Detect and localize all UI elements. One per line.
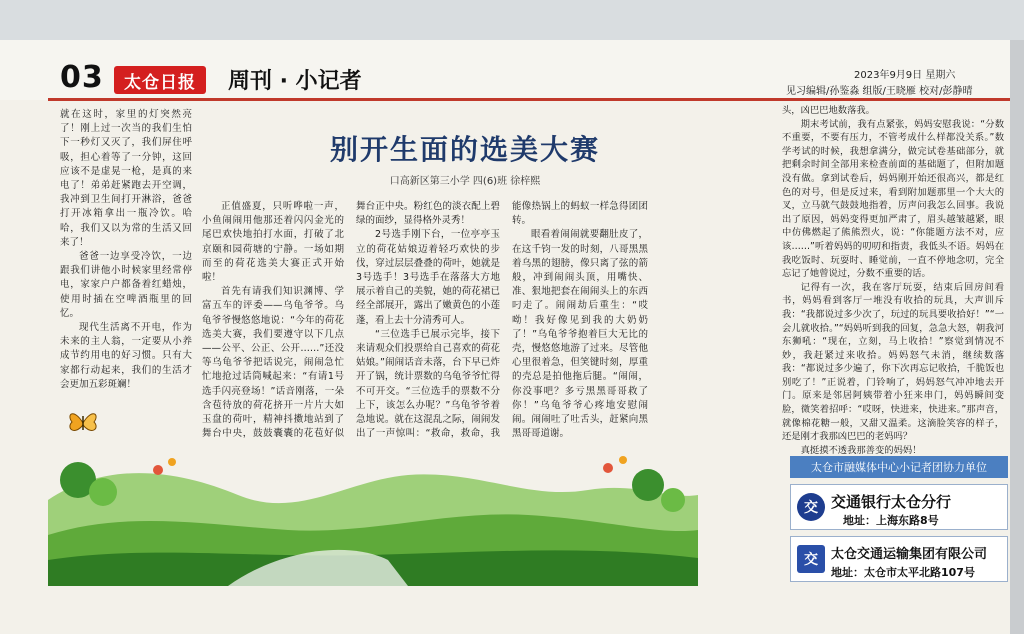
right-paragraph: 期末考试前，我有点紧张，妈妈安慰我说：“分数不重要，不要有压力，不管考成什么样都没关系。”数学考试的时候，我想拿满分，做完试卷基础部分，就把剩余时间全部用来检查前面的基础题了，但附加题没有做。拿到试卷后，妈妈刚开始还很高兴，都是红色的对号，但是反过来，看到附加题那里一个大大的叉，立马就气鼓鼓地指着，厉声问我怎么回事。我说出了原因，妈妈变得更加严肃了，眉头越皱越紧，眼中仿佛燃起了熊熊烈火，说：“你能题方法不对，应该……”听着妈妈的叨叨和指责，我低头不语。妈妈在我吃饭时、玩耍时、睡觉前，一直不停地念叨，完全忘记了她曾说过，分数不重要的话。 (782, 118, 1004, 280)
issue-date: 2023年9月9日 星期六 (854, 70, 956, 81)
section-title: 周刊 · 小记者 (228, 69, 362, 94)
article-paragraph: 正值盛夏，只听哗啦一声，小鱼闹闹用他那还着闪闪金光的尾巴欢快地拍打水面，打破了北京颐和园荷塘的宁静。一场如期而至的荷花选美大赛正式开始啦！ (202, 201, 344, 284)
article-byline: 口高新区第三小学 四(6)班 徐梓熙 (389, 176, 541, 187)
article-paragraph: 2号选手刚下台，一位亭亭玉立的荷花姑娘迈着轻巧欢快的步伐，穿过层层叠叠的荷叶，她就是3号选手！3号选手在落落大方地展示着自己的美貌，她的荷花裙已经全部展开，露出了嫩黄色的小莲蓬，看上去十分清秀可人。 (356, 229, 500, 326)
right-column (782, 104, 1004, 456)
sponsor-address: 地址：太仓市太平北路107号 (831, 566, 975, 579)
article-headline: 别开生面的选美大赛 (329, 133, 600, 166)
article-column-3 (512, 200, 648, 450)
article-paragraph: “三位选手已展示完毕，接下来请观众们投票给自己喜欢的荷花姑娘。”闹闹话音未落，台下早已炸开了锅，统计票数的乌龟爷爷忙得不可开交。“三位选手的票数不分上下，该怎么办呢？”乌龟爷爷着急地说。就在这混乱之际，闹闹发出了一声惊叫：“救命，救命，我 (356, 328, 500, 440)
article-column-1 (202, 200, 344, 450)
header-rule (48, 98, 1014, 101)
bank-logo-icon: 交 (797, 493, 825, 521)
article-paragraph: 能像热锅上的蚂蚁一样急得团团转。 (512, 201, 648, 227)
sponsor-name: 太仓交通运输集团有限公司 (831, 547, 988, 562)
transport-logo-icon: 交 (797, 545, 825, 573)
sponsor-card (790, 536, 1008, 582)
right-paragraph: 头，凶巴巴地数落我。 (782, 105, 875, 116)
page-number: 03 (60, 60, 104, 95)
article-paragraph: 眼看着闹闹就要翻肚皮了，在这千钧一发的时刻，八哥黑黑着乌黑的翅膀，像只离了弦的箭般，冲到闹闹头顶，用嘴快、准、狠地把套在闹闹头上的东西叼走了。闹闹劫后重生：“哎呦！我好像见到我的大奶奶了！”乌龟爷爷抱着巨大无比的壳，慢悠悠地游了过来。尽管他心里很着急，但笑键时刻，厚重的壳总是拍他拖后腿。“闹闹，你没事吧？多亏黑黑哥哥救了你！”乌龟爷爷心疼地安慰闹闹。闹闹吐了吐舌头，赶紧向黑黑哥哥道谢。 (512, 229, 648, 440)
butterfly-icon (66, 408, 100, 438)
sponsor-name: 交通银行太仓分行 (831, 493, 952, 511)
right-paragraph: 记得有一次，我在客厅玩耍，结束后回房间看书，妈妈看到客厅一堆没有收拾的玩具，大声训斥我：“我都说过多少次了，玩过的玩具要收拾好！”“一会儿就收拾。”“妈妈听到我的回复，急急大怒，朝我河东狮吼：“现在，立刻，马上收拾！”察觉到情况不妙，我赶紧过来收拾。妈妈怒气未消，继续数落我：“都说过多少遍了，你下次再忘记收拾，千脆饭也别吃了！”正说着，门铃响了，妈妈怒气冲冲地去开门。原来是邻居阿姨带着小狂来串门，妈妈瞬间变脸，微笑着招呼：“哎呀，快进来，快进来。”那声音，就像棉花糖一般，又甜又温柔。这滴脸笑容的样子，还是刚才我那凶巴巴的老妈吗？ (782, 281, 1004, 443)
landscape-illustration (48, 440, 698, 586)
article-column-2 (356, 200, 500, 450)
editors-credit: 见习编辑/孙鉴淼 组版/王晓雁 校对/彭静晴 (786, 86, 973, 97)
left-paragraph: 爸爸一边享受冷饮，一边跟我们讲他小时候家里经常停电，家家户户都备着红蜡烛，使用时插在空啤酒瓶里的回忆。 (60, 251, 192, 319)
sponsor-address: 地址：上海东路8号 (843, 514, 939, 527)
left-paragraph: 就在这时，家里的灯突然亮了！刚上过一次当的我们生怕下一秒灯又灭了，我们屏住呼吸，担心着等了一分钟，这回应该不是虚晃一枪，是真的来电了！弟弟赶紧跑去开空调，我冲到卫生间打开淋浴，爸爸打开冰箱拿出一瓶冷饮。哈哈，我们又以为常的生活又回来了！ (60, 109, 192, 248)
left-paragraph: 现代生活离不开电，作为未来的主人翁，一定要从小养成节约用电的好习惯。只有大家都行动起来，我们的生活才会更加五彩斑斓！ (60, 322, 192, 390)
left-column (60, 108, 192, 390)
sponsor-heading: 太仓市融媒体中心小记者团协力单位 (790, 456, 1008, 478)
sponsor-card (790, 484, 1008, 530)
page-edge-shadow (1010, 40, 1024, 634)
right-paragraph: 真挺摸不透我那善变的妈妈！ (800, 444, 922, 456)
article-paragraph: 舞台正中央。粉红色的淡衣配上碧绿的面纱，显得格外灵秀！ (356, 201, 500, 227)
article-paragraph: 首先有请我们知识渊博、学富五车的评委——乌龟爷爷。乌龟爷爷慢悠悠地说：“今年的荷花选美大赛，我们要遵守以下几点——公平、公正、公开……”还没等乌龟爷爷把话说完，闹闹急忙忙地抢过话筒喊起来：“有请1号选手闪亮登场！”话音刚落，一朵含苞待放的荷花挤开一片片大如玉盘的荷叶，精神抖擞地站到了舞台中央，鼓鼓囊囊的花苞好似 (202, 286, 344, 440)
newspaper-logo: 太仓日报 (114, 66, 206, 94)
